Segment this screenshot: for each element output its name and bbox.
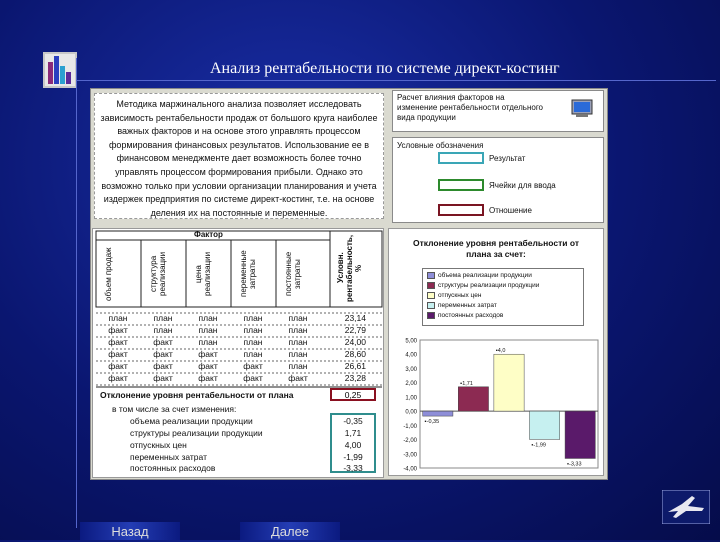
sub-row-label: объема реализации продукции bbox=[130, 416, 253, 426]
sub-row-value: -0,35 bbox=[343, 416, 363, 426]
deviation-bar-chart bbox=[388, 334, 604, 474]
col-header-variable-costs: переменные затраты bbox=[239, 250, 257, 298]
y-tick-label: 3,00 bbox=[405, 366, 417, 373]
bar-value-label: ▪4,0 bbox=[495, 348, 506, 355]
table-cell: план bbox=[243, 325, 263, 335]
y-tick-label: 5,00 bbox=[405, 338, 417, 345]
table-cell: факт bbox=[198, 349, 218, 359]
table-cell: факт bbox=[108, 337, 128, 347]
y-tick-label: -4,00 bbox=[403, 466, 417, 473]
chart-bar bbox=[423, 411, 453, 416]
sub-row-label: структуры реализации продукции bbox=[130, 428, 263, 438]
table-cell: план bbox=[243, 313, 263, 323]
sub-row-label: переменных затрат bbox=[130, 452, 207, 462]
table-cell: факт bbox=[108, 325, 128, 335]
legend-swatch bbox=[427, 282, 435, 289]
table-cell: план bbox=[243, 349, 263, 359]
table-cell: план bbox=[198, 325, 218, 335]
y-tick-label: 1,00 bbox=[405, 395, 417, 402]
sub-row-value: -1,99 bbox=[343, 452, 363, 462]
col-header-structure: структура реализации bbox=[149, 251, 167, 297]
computer-icon[interactable] bbox=[571, 99, 593, 119]
table-cell: план bbox=[288, 361, 308, 371]
legend-box bbox=[392, 137, 604, 223]
table-row-value: 23,14 bbox=[344, 313, 366, 323]
chart-legend-item: переменных затрат bbox=[427, 302, 497, 309]
chart-legend bbox=[422, 268, 584, 326]
y-tick-label: -2,00 bbox=[403, 438, 417, 445]
legend-label-ratio: Отношение bbox=[489, 206, 532, 215]
deviation-value: 0,25 bbox=[330, 388, 376, 401]
table-cell: факт bbox=[198, 373, 218, 383]
table-cell: план bbox=[108, 313, 128, 323]
table-cell: план bbox=[198, 337, 218, 347]
y-tick-label: 4,00 bbox=[405, 352, 417, 359]
y-tick-label: -1,00 bbox=[403, 423, 417, 430]
col-header-price: цена реализации bbox=[194, 251, 212, 297]
y-tick-label: 2,00 bbox=[405, 381, 417, 388]
table-row-value: 22,79 bbox=[344, 325, 366, 335]
chart-legend-item: структуры реализации продукции bbox=[427, 282, 539, 289]
chart-title: Отклонение уровня рентабельности от плана за счет: bbox=[413, 238, 579, 259]
table-row-value: 23,28 bbox=[344, 373, 366, 383]
table-cell: факт bbox=[153, 337, 173, 347]
table-cell: факт bbox=[243, 373, 263, 383]
sub-row-label: постоянных расходов bbox=[130, 463, 216, 473]
sub-header: в том числе за счет изменения: bbox=[112, 404, 237, 414]
bar-value-label: ▪-1,99 bbox=[531, 442, 546, 449]
legend-swatch bbox=[427, 312, 435, 319]
table-cell: план bbox=[153, 313, 173, 323]
table-cell: факт bbox=[288, 373, 308, 383]
bar-value-label: ▪-3,33 bbox=[567, 461, 582, 468]
chart-bar bbox=[565, 411, 595, 458]
bar-chart-icon bbox=[43, 52, 77, 88]
chart-legend-item: объема реализации продукции bbox=[427, 272, 532, 279]
table-row-value: 24,00 bbox=[344, 337, 366, 347]
slide-horizontal-rule bbox=[76, 80, 716, 81]
sub-row-value: 1,71 bbox=[344, 428, 362, 438]
calc-description-box bbox=[392, 90, 604, 132]
y-tick-label: 0,00 bbox=[405, 409, 417, 416]
table-cell: план bbox=[153, 325, 173, 335]
table-cell: план bbox=[243, 337, 263, 347]
back-button[interactable]: Назад bbox=[80, 522, 180, 540]
col-header-sales-volume: объем продаж bbox=[104, 247, 113, 301]
factor-header: Фактор bbox=[194, 230, 223, 239]
col-header-result: Условн. рентабельность, % bbox=[336, 234, 363, 302]
sub-row-value: 4,00 bbox=[344, 440, 362, 450]
legend-label-result: Результат bbox=[489, 154, 526, 163]
sub-row-label: отпускных цен bbox=[130, 440, 187, 450]
legend-title: Условные обозначения bbox=[397, 141, 484, 150]
table-cell: факт bbox=[153, 349, 173, 359]
table-cell: план bbox=[288, 349, 308, 359]
chart-bar bbox=[494, 354, 524, 411]
legend-swatch bbox=[427, 302, 435, 309]
table-cell: факт bbox=[108, 349, 128, 359]
chart-bar bbox=[458, 387, 488, 411]
slide-title: Анализ рентабельности по системе директ-костинг bbox=[210, 60, 560, 77]
legend-label-input: Ячейки для ввода bbox=[489, 181, 556, 190]
chart-bar bbox=[529, 411, 559, 439]
table-cell: факт bbox=[108, 373, 128, 383]
legend-swatch-result bbox=[438, 152, 484, 164]
slide-vertical-rule bbox=[76, 58, 77, 528]
legend-swatch-ratio bbox=[438, 204, 484, 216]
method-description: Методика маржинального анализа позволяет исследовать зависимость рентабельности продаж от большого круга наиболее важных факторов и на основе этого управлять процессом формирования финансовых результатов. Использование ее в финансовом менеджменте дает возможность более точно управлять процессом формирования прибыли. Однако это возможно только при условии организации планирования и учета издержек предприятия по системе директ-костинг, т.е. на основе деления их на постоянные и переменные. bbox=[94, 93, 384, 219]
table-row-value: 28,60 bbox=[344, 349, 366, 359]
legend-swatch bbox=[427, 272, 435, 279]
col-header-fixed-costs: постоянные затраты bbox=[284, 251, 302, 297]
bar-value-label: ▪1,71 bbox=[460, 380, 473, 387]
y-tick-label: -3,00 bbox=[403, 452, 417, 459]
sub-row-value: -3,33 bbox=[343, 463, 363, 473]
next-button[interactable]: Далее bbox=[240, 522, 340, 540]
table-cell: план bbox=[288, 313, 308, 323]
legend-swatch-input bbox=[438, 179, 484, 191]
chart-legend-item: отпускных цен bbox=[427, 292, 481, 299]
table-cell: факт bbox=[243, 361, 263, 371]
calc-box-title: Расчет влияния факторов на изменение рентабельности отдельного вида продукции bbox=[397, 93, 544, 122]
table-cell: план bbox=[288, 337, 308, 347]
table-cell: план bbox=[198, 313, 218, 323]
table-cell: факт bbox=[153, 373, 173, 383]
table-row-value: 26,61 bbox=[344, 361, 366, 371]
airplane-logo-icon[interactable] bbox=[662, 490, 710, 524]
chart-legend-item: постоянных расходов bbox=[427, 312, 503, 319]
bar-value-label: ▪-0,35 bbox=[424, 419, 440, 426]
legend-swatch bbox=[427, 292, 435, 299]
deviation-label: Отклонение уровня рентабельности от плана bbox=[100, 390, 294, 400]
table-cell: факт bbox=[198, 361, 218, 371]
table-cell: факт bbox=[153, 361, 173, 371]
table-cell: план bbox=[288, 325, 308, 335]
table-cell: факт bbox=[108, 361, 128, 371]
